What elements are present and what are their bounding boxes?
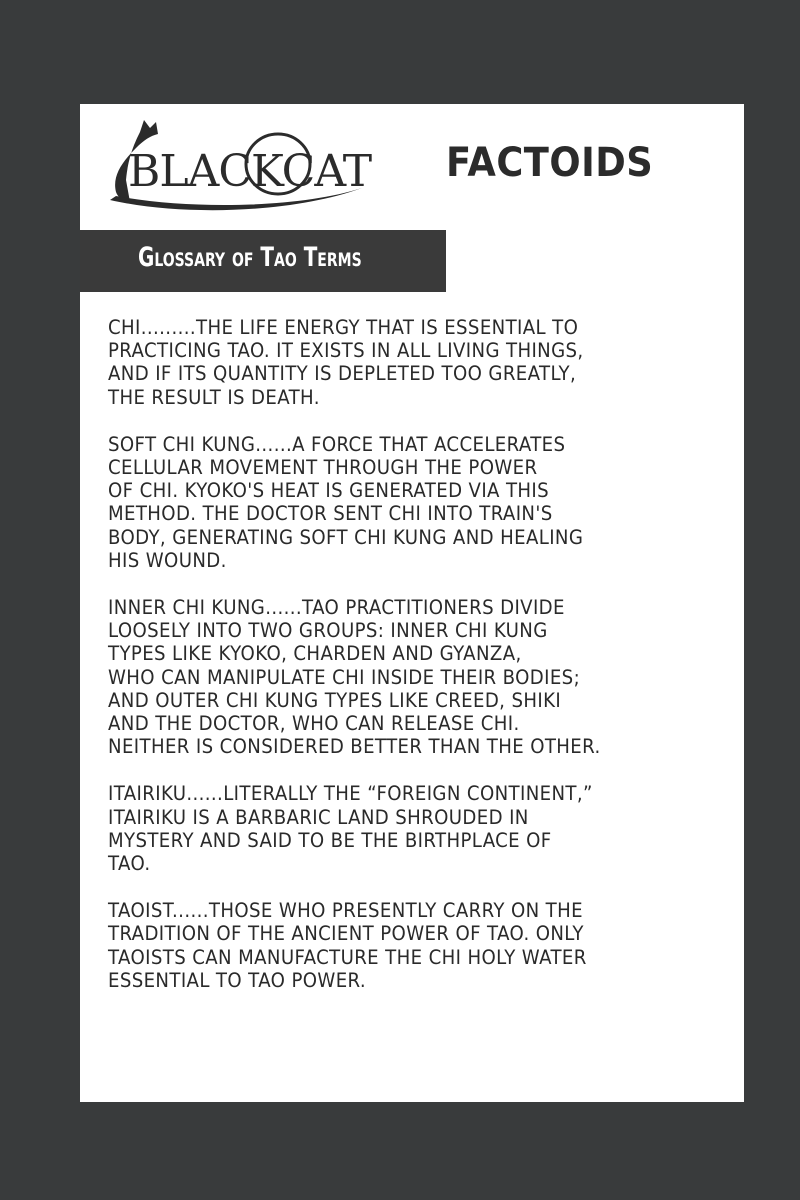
glossary-entry-taoist: TAOIST......THOSE WHO PRESENTLY CARRY ON THE TRADITION OF THE ANCIENT POWER OF TAO. ONLY TAOISTS CAN MANUFACTURE THE CHI HOLY WATER ESSENTIAL TO TAO POWER. bbox=[108, 899, 587, 992]
page-title: FACTOIDS bbox=[446, 140, 654, 186]
glossary-entry-soft-chi-kung: SOFT CHI KUNG......A FORCE THAT ACCELERATES CELLULAR MOVEMENT THROUGH THE POWER OF CHI. KYOKO'S HEAT IS GENERATED VIA THIS METHOD. THE DOCTOR SENT CHI INTO TRAIN'S BODY, GENERATING SOFT CHI KUNG AND HEALING HIS WOUND. bbox=[108, 432, 584, 572]
glossary-entry-inner-chi-kung: INNER CHI KUNG......TAO PRACTITIONERS DIVIDE LOOSELY INTO TWO GROUPS: INNER CHI KUNG TYPES LIKE KYOKO, CHARDEN AND GYANZA, WHO CAN MANIPULATE CHI INSIDE THEIR BODIES; AND OUTER CHI KUNG TYPES LIKE CREED, SHIKI AND THE DOCTOR, WHO CAN RELEASE CHI. NEITHER IS CONSIDERED BETTER THAN THE OTHER. bbox=[108, 596, 601, 759]
section-title: Glossary of Tao Terms bbox=[138, 242, 362, 273]
black-cat-logo-graphic bbox=[100, 118, 372, 214]
factoids-page bbox=[80, 104, 744, 1102]
logo-text: BLACKCAT bbox=[128, 146, 372, 197]
section-banner bbox=[80, 230, 446, 292]
glossary-entry-chi: CHI.........THE LIFE ENERGY THAT IS ESSENTIAL TO PRACTICING TAO. IT EXISTS IN ALL LIVING THINGS, AND IF ITS QUANTITY IS DEPLETED TOO GREATLY, THE RESULT IS DEATH. bbox=[108, 316, 584, 409]
black-cat-logo bbox=[100, 118, 372, 214]
glossary-list bbox=[108, 316, 718, 1016]
glossary-entry-itairiku: ITAIRIKU......LITERALLY THE “FOREIGN CONTINENT,” ITAIRIKU IS A BARBARIC LAND SHROUDED IN MYSTERY AND SAID TO BE THE BIRTHPLACE OF TAO. bbox=[108, 782, 593, 876]
